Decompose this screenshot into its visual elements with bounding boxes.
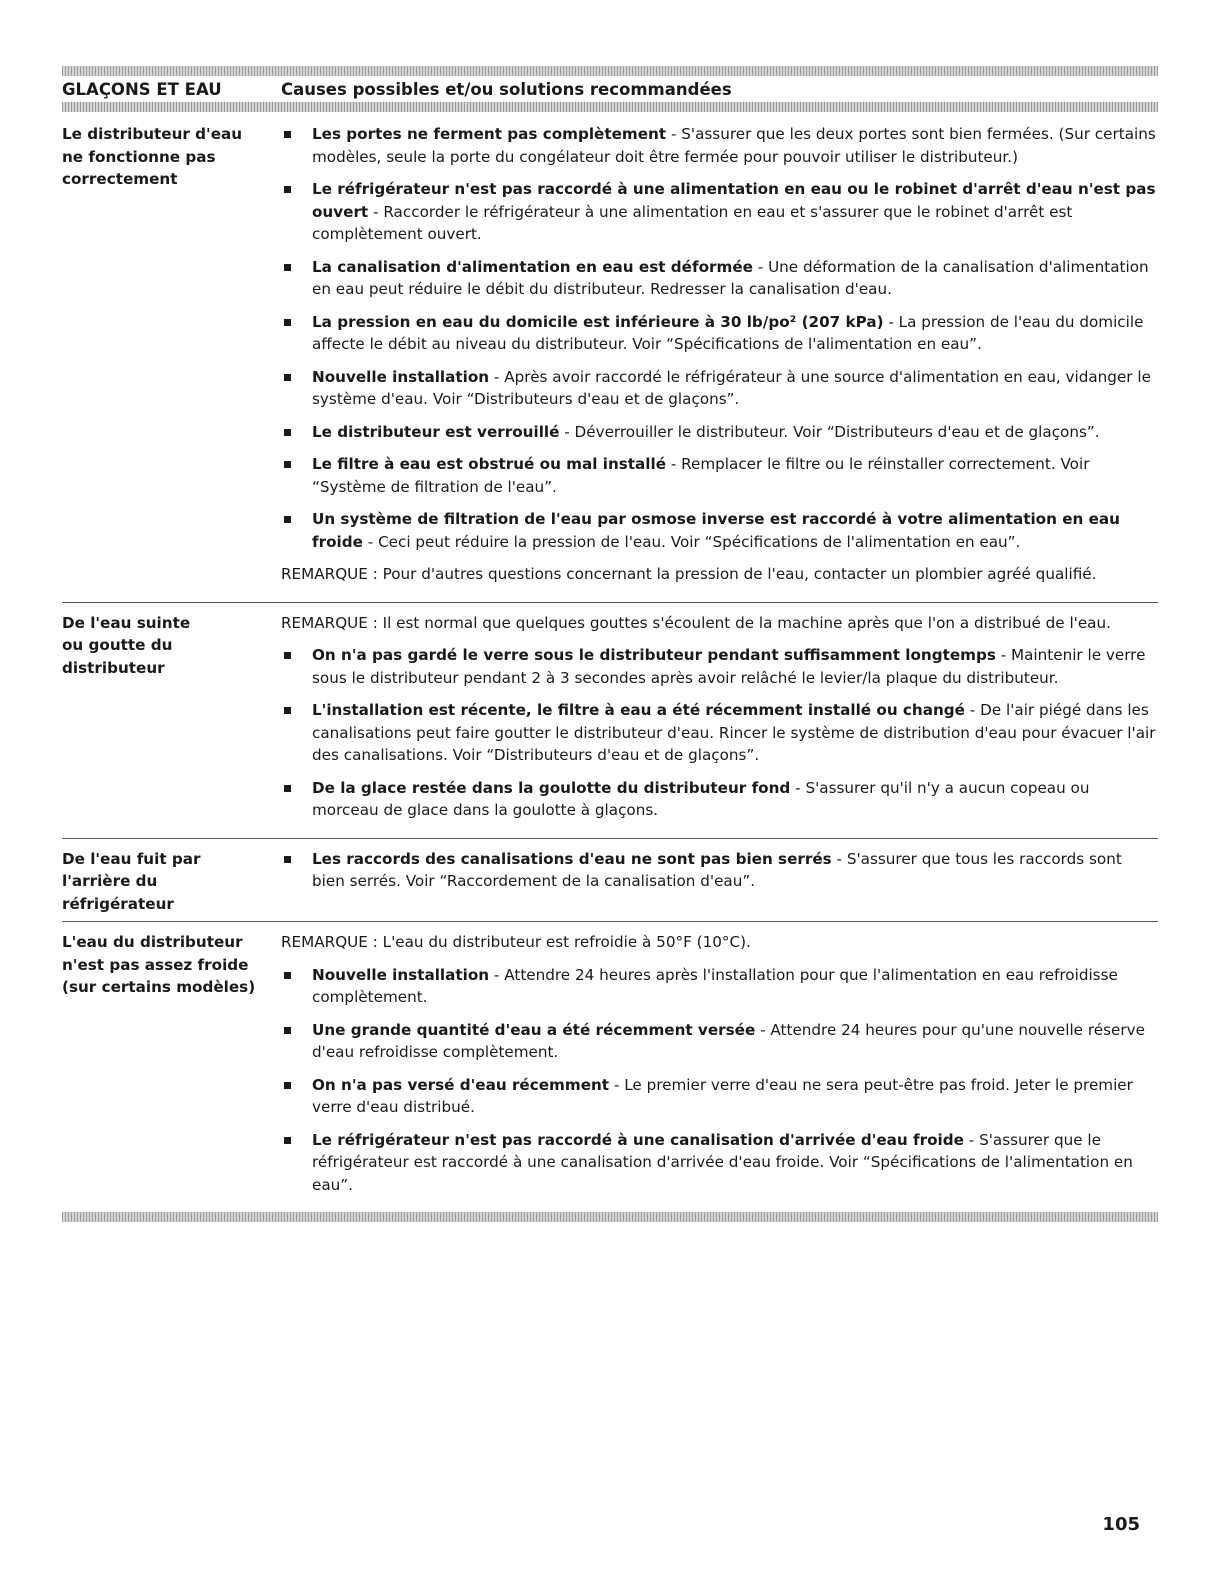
problem-heading-line: réfrigérateur [62,894,174,913]
solution-text: S'assurer que le réfrigérateur est raccordé à une canalisation d'arrivée d'eau froide. Voir “Spécifications de l'alimentation en eau”. [312,1130,1133,1194]
solution-item: Le filtre à eau est obstrué ou mal installé - Remplacer le filtre ou le réinstaller correctement. Voir “Système de filtration de l'eau”. [281,453,1158,498]
solution-text: Maintenir le verre sous le distributeur pendant 2 à 3 secondes après avoir relâché le levier/la plaque du distributeur. [312,646,1146,687]
table-row [62,921,1158,1212]
solution-cause: On n'a pas gardé le verre sous le distributeur pendant suffisamment longtemps [312,646,996,664]
problem-heading [62,123,281,596]
note [281,931,1158,954]
problem-heading-line: distributeur [62,658,165,677]
table-row [62,602,1158,838]
solution-cause: Le distributeur est verrouillé [312,422,560,441]
square-bullet-icon [284,1082,291,1089]
solution-cause: De la glace restée dans la goulotte du distributeur fond [312,778,791,797]
solution-text: S'assurer qu'il n'y a aucun copeau ou morceau de glace dans la goulotte à glaçons. [312,778,1090,819]
solution-item: Les portes ne ferment pas complètement - S'assurer que les deux portes sont bien fermées. (Sur certains modèles, seule la porte du congélateur doit être fermée pour pouvoir utiliser le distributeur.) [281,123,1158,168]
solution-cause: Nouvelle installation [312,965,490,984]
solution-cause: L'installation est récente, le filtre à eau a été récemment installé ou changé [312,701,965,719]
table-header [62,76,1158,102]
problem-heading-line: Le distributeur d'eau [62,125,243,143]
solution-item: L'installation est récente, le filtre à eau a été récemment installé ou changé - De l'air piégé dans les canalisations peut faire goutter le distributeur d'eau. Rincer le système de distribution d'eau pour évacuer l'air des canalisations. Voir “Distributeurs d'eau et de glaçons”. [281,699,1158,767]
table-row [62,112,1158,602]
bottom-divider-band [62,1212,1158,1222]
solution-text: Déverrouiller le distributeur. Voir “Distributeurs d'eau et de glaçons”. [574,422,1100,441]
note-label: REMARQUE : [281,613,378,632]
solution-cause: Un système de filtration de l'eau par osmose inverse est raccordé à votre alimentation en eau froide [312,510,1120,551]
problem-heading-line: correctement [62,170,178,188]
solution-text: De l'air piégé dans les canalisations peut faire goutter le distributeur d'eau. Rincer le système de distribution d'eau pour évacuer l'air des canalisations. Voir “Distributeurs d'eau et de glaçons”. [312,701,1156,764]
problem-heading-line: De l'eau fuit par [62,849,201,868]
solution-text: Attendre 24 heures après l'installation pour que l'alimentation en eau refroidisse complètement. [312,965,1118,1006]
square-bullet-icon [284,972,291,979]
solution-item: Un système de filtration de l'eau par osmose inverse est raccordé à votre alimentation en eau froide - Ceci peut réduire la pression de l'eau. Voir “Spécifications de l'alimentation en eau”. [281,508,1158,553]
solution-item: La canalisation d'alimentation en eau est déformée - Une déformation de la canalisation d'alimentation en eau peut réduire le débit du distributeur. Redresser la canalisation d'eau. [281,256,1158,301]
solutions-cell [281,931,1158,1206]
problem-heading-line: ou goutte du [62,636,173,654]
solution-item: Le réfrigérateur n'est pas raccordé à une alimentation en eau ou le robinet d'arrêt d'eau n'est pas ouvert - Raccorder le réfrigérateur à une alimentation en eau et s'assurer que le robinet d'arrêt est complètement ouvert. [281,178,1158,246]
solution-cause: Nouvelle installation [312,367,490,386]
square-bullet-icon [284,461,291,468]
square-bullet-icon [284,516,291,523]
square-bullet-icon [284,186,291,193]
problem-heading [62,612,281,832]
square-bullet-icon [284,856,291,863]
solution-item: Une grande quantité d'eau a été récemment versée - Attendre 24 heures pour qu'une nouvelle réserve d'eau refroidisse complètement. [281,1019,1158,1064]
solution-text: Une déformation de la canalisation d'alimentation en eau peut réduire le débit du distributeur. Redresser la canalisation d'eau. [312,257,1149,298]
header-divider-band [62,102,1158,112]
solution-cause: Le réfrigérateur n'est pas raccordé à une alimentation en eau ou le robinet d'arrêt d'eau n'est pas ouvert [312,180,1156,221]
solution-text: Raccorder le réfrigérateur à une alimentation en eau et s'assurer que le robinet d'arrêt est complètement ouvert. [312,202,1073,243]
solutions-cell [281,848,1158,916]
square-bullet-icon [284,1027,291,1034]
solution-item: On n'a pas gardé le verre sous le distributeur pendant suffisamment longtemps - Maintenir le verre sous le distributeur pendant 2 à 3 secondes après avoir relâché le levier/la plaque du distributeur. [281,644,1158,689]
header-category: GLAÇONS ET EAU [62,79,222,99]
square-bullet-icon [284,374,291,381]
solution-text: Après avoir raccordé le réfrigérateur à une source d'alimentation en eau, vidanger le système d'eau. Voir “Distributeurs d'eau et de glaçons”. [312,367,1151,408]
solution-text: Le premier verre d'eau ne sera peut-être pas froid. Jeter le premier verre d'eau distribué. [312,1075,1133,1116]
square-bullet-icon [284,652,291,659]
top-divider-band [62,66,1158,76]
header-solutions: Causes possibles et/ou solutions recommandées [281,79,732,99]
solution-cause: La canalisation d'alimentation en eau est déformée [312,257,753,276]
solution-item: On n'a pas versé d'eau récemment - Le premier verre d'eau ne sera peut-être pas froid. Jeter le premier verre d'eau distribué. [281,1074,1158,1119]
solution-text: Attendre 24 heures pour qu'une nouvelle réserve d'eau refroidisse complètement. [312,1020,1145,1061]
solution-cause: Le réfrigérateur n'est pas raccordé à une canalisation d'arrivée d'eau froide [312,1130,964,1149]
note-label: REMARQUE : [281,933,378,951]
solution-cause: Les raccords des canalisations d'eau ne sont pas bien serrés [312,849,832,868]
note-text: Il est normal que quelques gouttes s'écoulent de la machine après que l'on a distribué de l'eau. [382,613,1111,632]
square-bullet-icon [284,264,291,271]
square-bullet-icon [284,785,291,792]
page-number: 105 [1102,1514,1140,1535]
table-body [62,112,1158,1212]
solution-item: Le réfrigérateur n'est pas raccordé à une canalisation d'arrivée d'eau froide - S'assurer que le réfrigérateur est raccordé à une canalisation d'arrivée d'eau froide. Voir “Spécifications de l'alimentation en eau”. [281,1129,1158,1197]
solution-cause: Le filtre à eau est obstrué ou mal installé [312,455,667,473]
solution-item: De la glace restée dans la goulotte du distributeur fond - S'assurer qu'il n'y a aucun copeau ou morceau de glace dans la goulotte à glaçons. [281,777,1158,822]
solution-item: Nouvelle installation - Attendre 24 heures après l'installation pour que l'alimentation en eau refroidisse complètement. [281,964,1158,1009]
square-bullet-icon [284,707,291,714]
solution-text: La pression de l'eau du domicile affecte le débit au niveau du distributeur. Voir “Spécifications de l'alimentation en eau”. [312,312,1144,353]
square-bullet-icon [284,429,291,436]
note [281,563,1158,586]
solution-cause: La pression en eau du domicile est inférieure à 30 lb/po² (207 kPa) [312,312,884,331]
problem-heading [62,931,281,1206]
note-label: REMARQUE : [281,565,378,583]
problem-heading [62,848,281,916]
problem-heading-line: ne fonctionne pas [62,147,216,166]
solution-text: Ceci peut réduire la pression de l'eau. Voir “Spécifications de l'alimentation en eau”. [378,532,1021,551]
problem-heading-line: L'eau du distributeur [62,933,243,951]
note-text: Pour d'autres questions concernant la pression de l'eau, contacter un plombier agréé qualifié. [382,565,1097,583]
square-bullet-icon [284,131,291,138]
solution-text: S'assurer que les deux portes sont bien fermées. (Sur certains modèles, seule la porte du congélateur doit être fermée pour pouvoir utiliser le distributeur.) [312,125,1156,166]
note [281,612,1158,635]
solutions-cell [281,612,1158,832]
solution-text: S'assurer que tous les raccords sont bien serrés. Voir “Raccordement de la canalisation d'eau”. [312,849,1122,890]
problem-heading-line: l'arrière du [62,872,158,890]
problem-heading-line: De l'eau suinte [62,613,191,632]
square-bullet-icon [284,1137,291,1144]
solution-cause: Les portes ne ferment pas complètement [312,125,667,143]
problem-heading-line: n'est pas assez froide [62,955,249,974]
square-bullet-icon [284,319,291,326]
solution-item: Le distributeur est verrouillé - Déverrouiller le distributeur. Voir “Distributeurs d'eau et de glaçons”. [281,421,1158,444]
solution-cause: On n'a pas versé d'eau récemment [312,1075,610,1094]
troubleshooting-table [62,66,1158,1222]
table-row [62,838,1158,922]
solution-text: Remplacer le filtre ou le réinstaller correctement. Voir “Système de filtration de l'eau”. [312,455,1090,496]
solutions-cell [281,123,1158,596]
solution-item: La pression en eau du domicile est inférieure à 30 lb/po² (207 kPa) - La pression de l'eau du domicile affecte le débit au niveau du distributeur. Voir “Spécifications de l'alimentation en eau”. [281,311,1158,356]
problem-heading-line: (sur certains modèles) [62,978,256,996]
solution-cause: Une grande quantité d'eau a été récemment versée [312,1020,756,1039]
solution-item: Les raccords des canalisations d'eau ne sont pas bien serrés - S'assurer que tous les raccords sont bien serrés. Voir “Raccordement de la canalisation d'eau”. [281,848,1158,893]
solution-item: Nouvelle installation - Après avoir raccordé le réfrigérateur à une source d'alimentation en eau, vidanger le système d'eau. Voir “Distributeurs d'eau et de glaçons”. [281,366,1158,411]
note-text: L'eau du distributeur est refroidie à 50°F (10°C). [382,933,751,951]
